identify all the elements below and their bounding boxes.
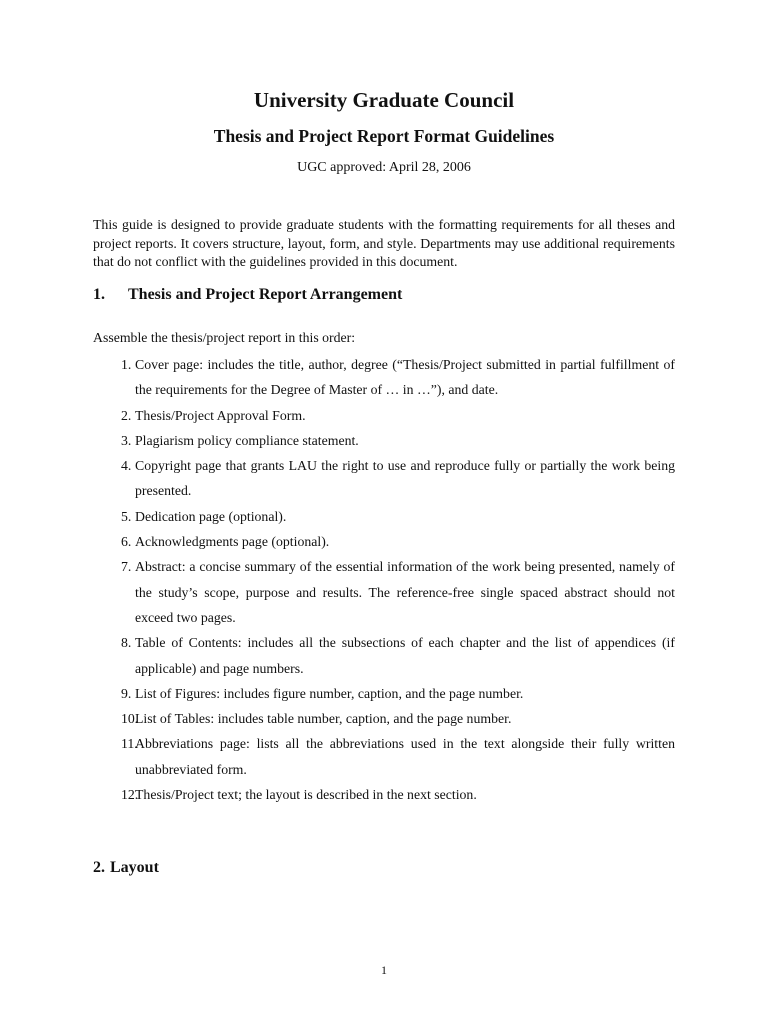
list-item-number: 7. bbox=[121, 559, 132, 575]
list-item-text: Plagiarism policy compliance statement. bbox=[135, 432, 359, 448]
list-item-number: 5. bbox=[121, 508, 132, 524]
list-item bbox=[93, 403, 675, 428]
list-item-text: Thesis/Project Approval Form. bbox=[135, 407, 306, 423]
list-item bbox=[93, 681, 675, 706]
list-item bbox=[93, 706, 675, 731]
list-item-text: List of Tables: includes table number, caption, and the page number. bbox=[135, 711, 512, 727]
list-item-number: 4. bbox=[121, 458, 132, 474]
list-item-text: Dedication page (optional). bbox=[135, 508, 287, 524]
section-1-heading bbox=[93, 284, 402, 306]
list-item-number: 3. bbox=[121, 432, 132, 448]
page-number: 1 bbox=[381, 963, 387, 977]
list-item-number: 2. bbox=[121, 407, 132, 423]
section-1-number: 1. bbox=[93, 286, 105, 303]
section-1-lead: Assemble the thesis/project report in this order: bbox=[93, 330, 356, 345]
list-item-text: Cover page: includes the title, author, degree (“Thesis/Project submitted in partial fulfillment of the requirements for the Degree of Master of … in …”), and date. bbox=[135, 357, 675, 398]
list-item-text: Table of Contents: includes all the subsections of each chapter and the list of appendices (if applicable) and page numbers. bbox=[135, 635, 675, 676]
list-item-number: 8. bbox=[121, 635, 132, 651]
list-item-text: Acknowledgments page (optional). bbox=[135, 534, 330, 550]
intro-paragraph: This guide is designed to provide graduate students with the formatting requirements for all theses and project reports. It covers structure, layout, form, and style. Departments may use additional requirements that do not conflict with the guidelines provided in this document. bbox=[93, 217, 675, 269]
list-item-text: Abstract: a concise summary of the essential information of the work being presented, namely of the study’s scope, purpose and results. The reference-free single spaced abstract should not exceed two pages. bbox=[135, 559, 675, 625]
list-item-number: 10. bbox=[121, 711, 139, 727]
list-item-number: 9. bbox=[121, 685, 132, 701]
section-2-title: Layout bbox=[110, 859, 159, 876]
list-item bbox=[93, 731, 675, 782]
list-item-text: Copyright page that grants LAU the right to use and reproduce fully or partially the work being presented. bbox=[135, 458, 675, 499]
section-2-number: 2. bbox=[93, 859, 105, 876]
list-item bbox=[93, 554, 675, 630]
list-item-number: 11. bbox=[121, 736, 138, 752]
list-item bbox=[93, 453, 675, 504]
list-item bbox=[93, 428, 675, 453]
document-subtitle: Thesis and Project Report Format Guidelines bbox=[213, 126, 555, 146]
section-2-heading bbox=[93, 857, 159, 879]
approval-date: UGC approved: April 28, 2006 bbox=[297, 160, 471, 175]
list-item-text: Abbreviations page: lists all the abbreviations used in the text alongside their fully written unabbreviated form. bbox=[135, 736, 675, 777]
list-item bbox=[93, 782, 675, 807]
document-title: University Graduate Council bbox=[253, 88, 515, 112]
list-item-number: 1. bbox=[121, 357, 132, 372]
list-item-number: 6. bbox=[121, 534, 132, 550]
list-item bbox=[93, 630, 675, 681]
list-item-text: Thesis/Project text; the layout is described in the next section. bbox=[135, 787, 477, 803]
list-item bbox=[93, 529, 675, 554]
list-item bbox=[93, 352, 675, 403]
list-item-number: 12. bbox=[121, 787, 139, 803]
arrangement-list bbox=[93, 352, 675, 807]
list-item bbox=[93, 504, 675, 529]
list-item-text: List of Figures: includes figure number, caption, and the page number. bbox=[135, 685, 524, 701]
section-1-title: Thesis and Project Report Arrangement bbox=[128, 286, 403, 303]
